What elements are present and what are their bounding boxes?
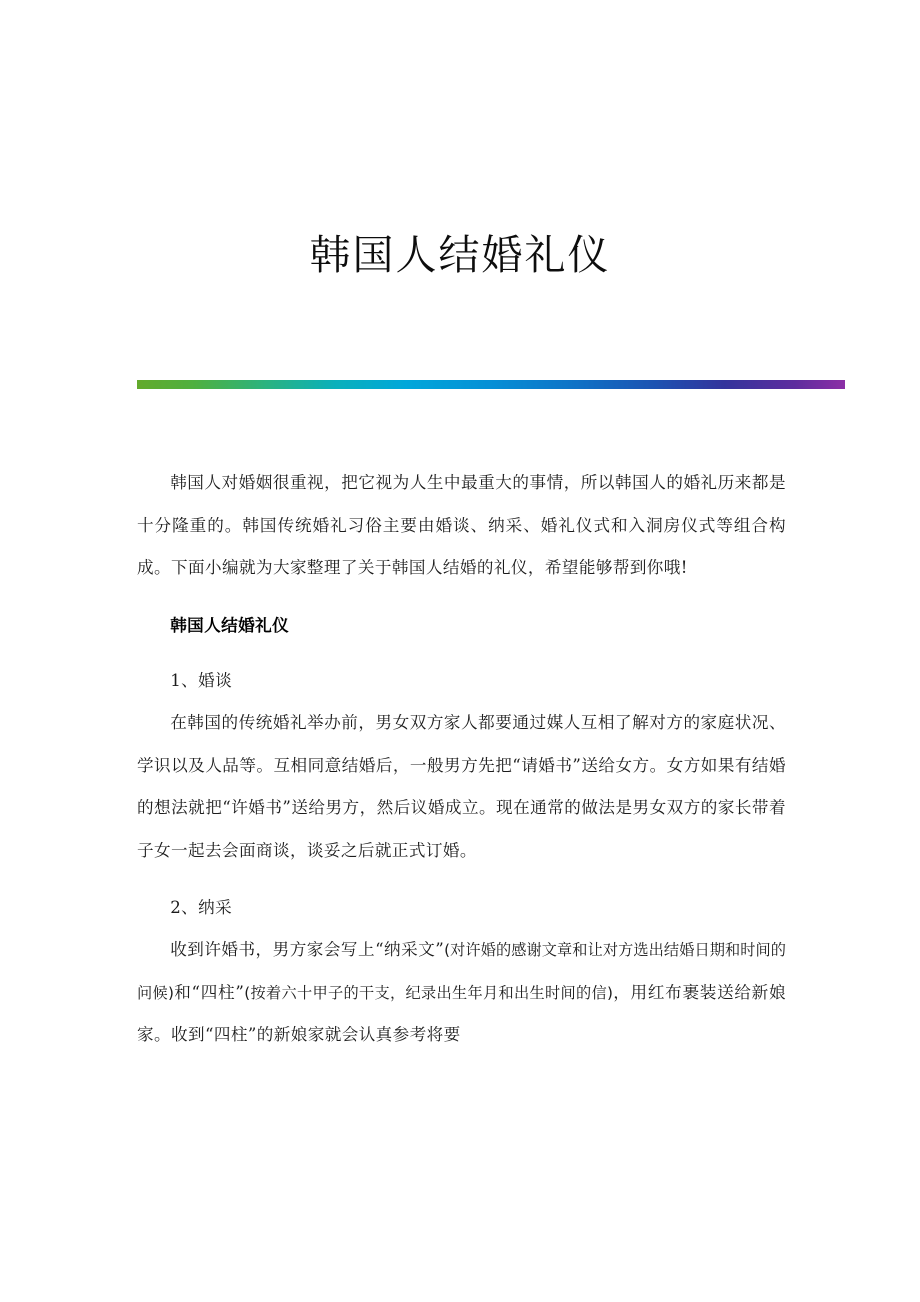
text-run-normal-2: 和“四柱” [173,982,245,1002]
text-run-paren-1: (对许婚的感谢文章和让对方选出结婚日期和时间的问候) [137,941,786,1002]
document-body [137,462,786,1057]
item-heading-1: 1、婚谈 [170,670,233,690]
page-title: 韩国人结婚礼仪 [309,231,611,280]
paragraph-section-2 [137,929,786,1057]
paragraph-section-1: 在韩国的传统婚礼举办前，男女双方家人都要通过媒人互相了解对方的家庭状况、学识以及人品等。互相同意结婚后，一般男方先把“请婚书”送给女方。女方如果有结婚的想法就把“许婚书”送给男方，然后议婚成立。现在通常的做法是男女双方的家长带着子女一起去会面商谈，谈妥之后就正式订婚。 [137,713,786,860]
item-heading-2: 2、纳采 [170,897,233,917]
paragraph-intro: 韩国人对婚姻很重视，把它视为人生中最重大的事情，所以韩国人的婚礼历来都是十分隆重的。韩国传统婚礼习俗主要由婚谈、纳采、婚礼仪式和入洞房仪式等组合构成。下面小编就为大家整理了关于韩国人结婚的礼仪，希望能够帮到你哦! [137,473,786,577]
text-run-normal-0: 收到许婚书，男方家会写上“纳采文” [170,940,445,960]
gradient-divider [137,380,845,389]
text-run-paren-3: (按着六十甲子的干支，纪录出生年月和出生时间的信) [244,983,613,1002]
section-subtitle: 韩国人结婚礼仪 [170,615,290,636]
text-run-normal-4: ，用红布裹装送给新娘家。收到“四柱”的新娘家就会认真参考将要 [137,982,786,1045]
gradient-rule [137,380,845,389]
